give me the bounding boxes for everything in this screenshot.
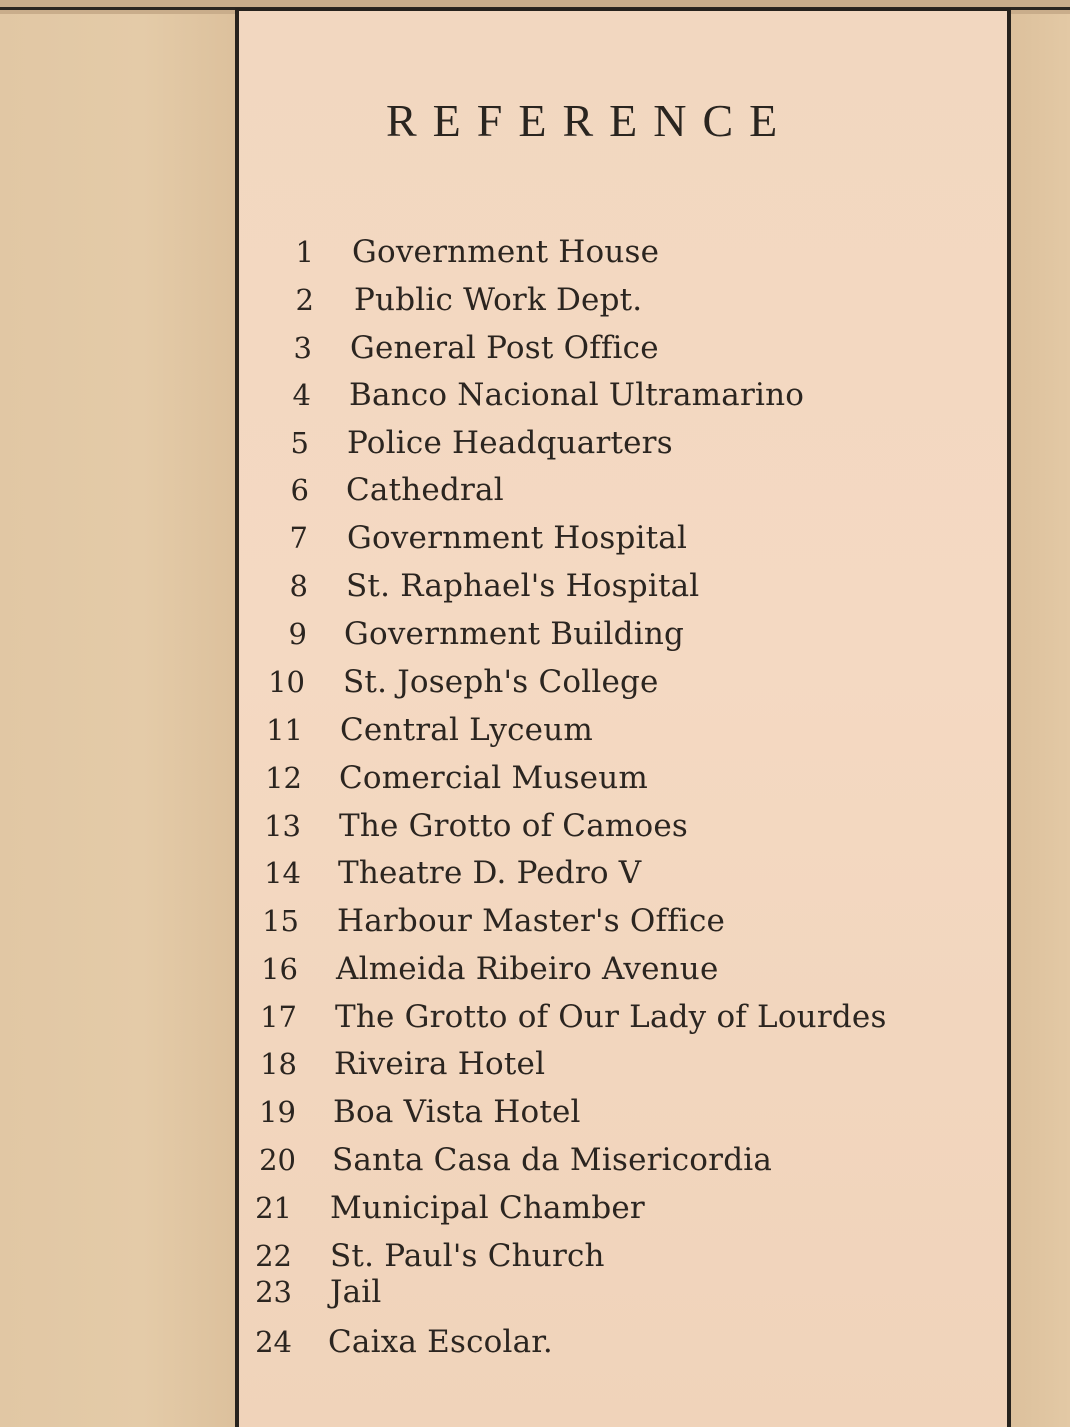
reference-name: St. Paul's Church [330, 1238, 605, 1274]
reference-name: Theatre D. Pedro V [338, 855, 642, 891]
reference-name: Government Building [344, 616, 685, 652]
reference-name: General Post Office [350, 330, 659, 366]
reference-number: 10 [268, 665, 305, 699]
reference-row [0, 853, 1000, 897]
reference-number: 23 [255, 1275, 292, 1309]
reference-number: 3 [293, 331, 312, 365]
reference-number: 4 [292, 378, 311, 412]
reference-number: 11 [266, 713, 303, 747]
reference-row [0, 614, 1000, 658]
reference-number: 12 [265, 761, 302, 795]
reference-number: 9 [288, 617, 307, 651]
reference-number: 13 [264, 809, 301, 843]
reference-number: 19 [259, 1095, 296, 1129]
reference-row [0, 1272, 1000, 1316]
reference-number: 8 [289, 569, 308, 603]
reference-row [0, 375, 1000, 419]
reference-number: 2 [295, 283, 314, 317]
reference-number: 5 [290, 426, 309, 460]
reference-row [0, 518, 1000, 562]
reference-row [0, 949, 1000, 993]
reference-number: 15 [262, 904, 299, 938]
reference-name: St. Raphael's Hospital [346, 568, 700, 604]
reference-number: 22 [255, 1239, 292, 1273]
reference-name: Jail [330, 1274, 382, 1310]
reference-name: The Grotto of Camoes [339, 808, 689, 844]
reference-name: Municipal Chamber [330, 1190, 645, 1226]
reference-number: 16 [261, 952, 298, 986]
reference-row [0, 566, 1000, 610]
reference-number: 17 [260, 1000, 297, 1034]
reference-row [0, 662, 1000, 706]
reference-row [0, 1140, 1000, 1184]
reference-row [0, 423, 1000, 467]
reference-row [0, 997, 1000, 1041]
reference-name: The Grotto of Our Lady of Lourdes [335, 999, 887, 1035]
reference-name: Government Hospital [347, 520, 688, 556]
reference-row [0, 901, 1000, 945]
reference-name: Caixa Escolar. [328, 1324, 553, 1360]
reference-name: Santa Casa da Misericordia [332, 1142, 773, 1178]
reference-row [0, 470, 1000, 514]
reference-row [0, 232, 1000, 276]
reference-row [0, 1322, 1000, 1366]
reference-name: Boa Vista Hotel [333, 1094, 581, 1130]
reference-name: Cathedral [346, 472, 504, 508]
reference-title: REFERENCE [386, 95, 794, 146]
reference-number: 24 [255, 1325, 292, 1359]
reference-name: Public Work Dept. [354, 282, 643, 318]
reference-row [0, 1188, 1000, 1232]
reference-row [0, 758, 1000, 802]
reference-row [0, 1044, 1000, 1088]
reference-name: Government House [352, 234, 660, 270]
reference-number: 1 [295, 235, 314, 269]
reference-name: Central Lyceum [340, 712, 593, 748]
reference-row [0, 280, 1000, 324]
reference-name: Police Headquarters [347, 425, 673, 461]
reference-name: Harbour Master's Office [337, 903, 726, 939]
reference-number: 18 [260, 1047, 297, 1081]
reference-number: 14 [264, 856, 301, 890]
reference-number: 6 [290, 473, 309, 507]
reference-name: Comercial Museum [339, 760, 648, 796]
reference-number: 7 [289, 521, 308, 555]
reference-number: 20 [259, 1143, 296, 1177]
reference-row [0, 710, 1000, 754]
reference-name: Banco Nacional Ultramarino [349, 377, 805, 413]
reference-name: Riveira Hotel [334, 1046, 546, 1082]
paper-margin-right [1008, 0, 1070, 1427]
reference-row [0, 1092, 1000, 1136]
reference-row [0, 328, 1000, 372]
reference-name: Almeida Ribeiro Avenue [336, 951, 719, 987]
reference-row [0, 806, 1000, 850]
reference-number: 21 [255, 1191, 292, 1225]
reference-name: St. Joseph's College [343, 664, 659, 700]
